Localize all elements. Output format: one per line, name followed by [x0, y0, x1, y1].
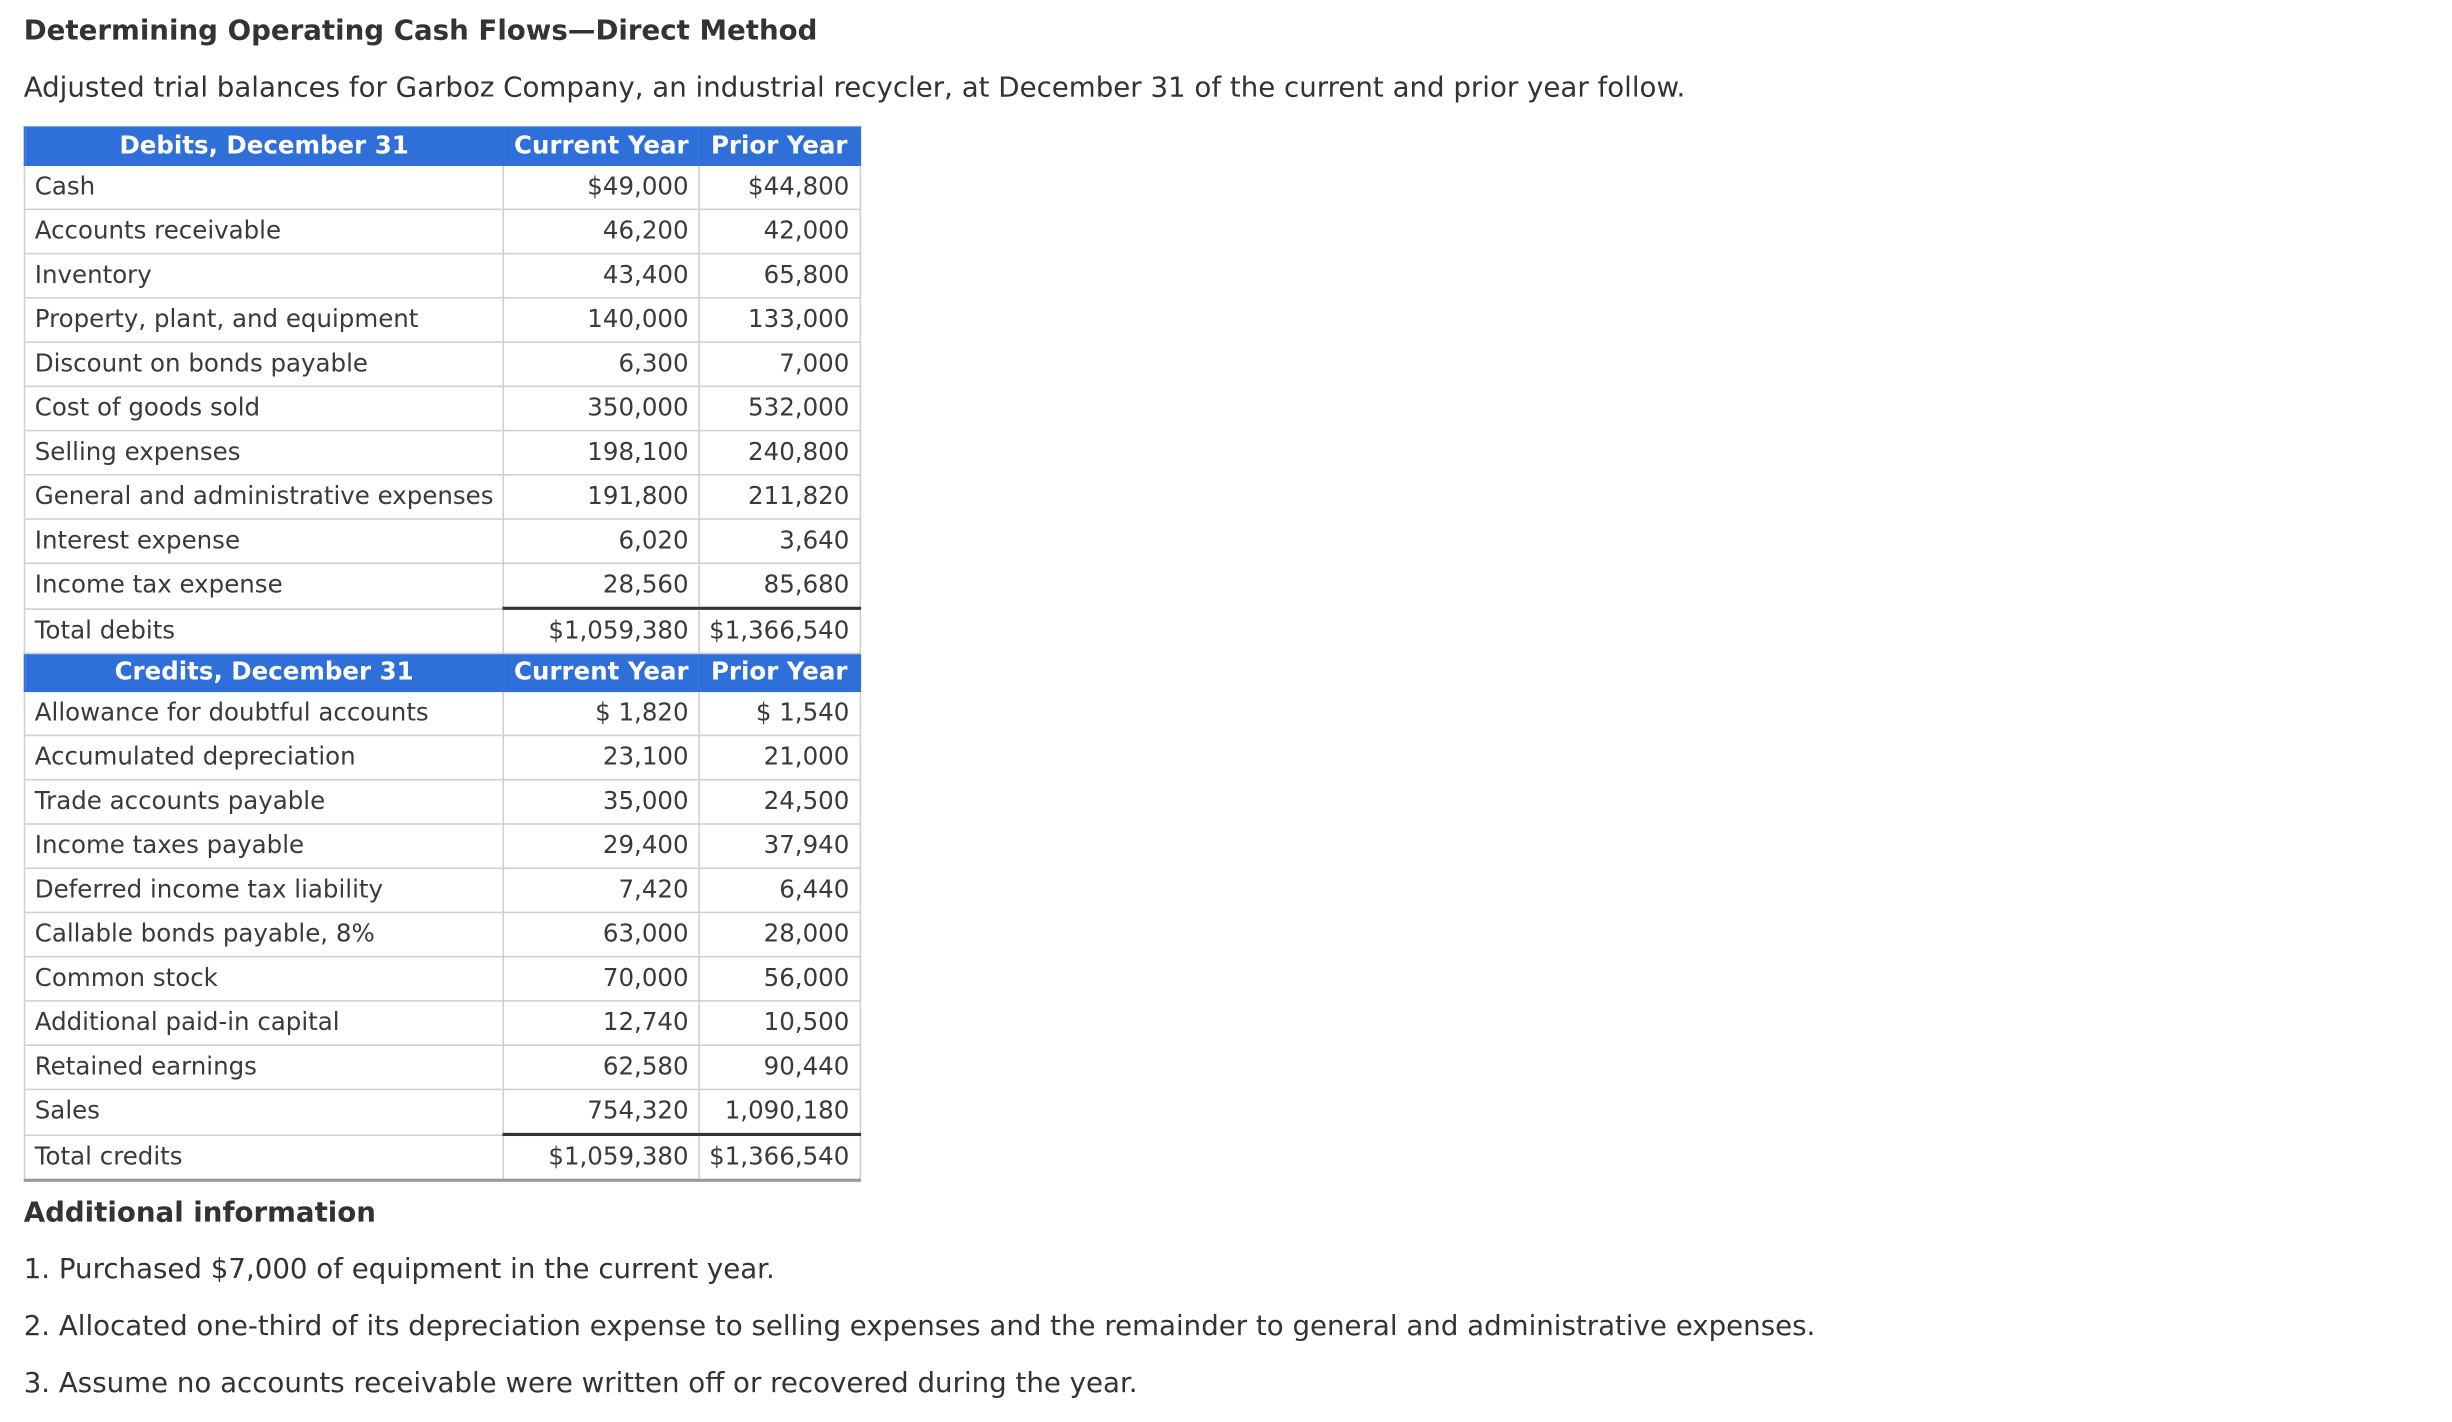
current-year-total: $1,059,380 [504, 1134, 699, 1180]
table-row [24, 1045, 859, 1089]
prior-year-value: 240,800 [699, 431, 860, 475]
credits-header-cell: Prior Year [699, 653, 860, 691]
credits-header-cell: Credits, December 31 [24, 653, 503, 691]
debits-header-cell: Debits, December 31 [24, 127, 503, 165]
credits-header-cell: Current Year [504, 653, 699, 691]
current-year-value: 70,000 [504, 957, 699, 1001]
prior-year-value: 24,500 [699, 780, 860, 824]
table-row [24, 254, 859, 298]
current-year-value: 350,000 [504, 386, 699, 430]
table-row [24, 1089, 859, 1134]
total-label: Total credits [24, 1134, 503, 1180]
page-title: Determining Operating Cash Flows—Direct Method [23, 15, 818, 48]
current-year-value: 46,200 [504, 209, 699, 253]
prior-year-value: 211,820 [699, 475, 860, 519]
table-row [24, 691, 859, 735]
account-name: Allowance for doubtful accounts [24, 691, 503, 735]
current-year-value: 29,400 [504, 824, 699, 868]
current-year-value: 7,420 [504, 868, 699, 912]
account-name: Selling expenses [24, 431, 503, 475]
prior-year-value: 10,500 [699, 1001, 860, 1045]
account-name: Income taxes payable [24, 824, 503, 868]
current-year-value: 23,100 [504, 735, 699, 779]
account-name: Accumulated depreciation [24, 735, 503, 779]
additional-info-title: Additional information [23, 1197, 376, 1230]
account-name: Common stock [24, 957, 503, 1001]
current-year-value: 191,800 [504, 475, 699, 519]
additional-info-item: 2. Allocated one-third of its depreciation expense to selling expenses and the remainder to general and administrative expenses. [23, 1311, 1816, 1343]
table-row [24, 431, 859, 475]
account-name: Retained earnings [24, 1045, 503, 1089]
prior-year-value: 37,940 [699, 824, 860, 868]
prior-year-value: 532,000 [699, 386, 860, 430]
account-name: Cash [24, 165, 503, 209]
prior-year-value: 1,090,180 [699, 1089, 860, 1134]
current-year-value: 140,000 [504, 298, 699, 342]
current-year-value: 43,400 [504, 254, 699, 298]
table-row [24, 165, 859, 209]
current-year-value: $49,000 [504, 165, 699, 209]
total-label: Total debits [24, 608, 503, 653]
table-row [24, 1001, 859, 1045]
prior-year-value: 65,800 [699, 254, 860, 298]
trial-balance-body [24, 127, 859, 1180]
current-year-value: 6,020 [504, 519, 699, 563]
table-row [24, 824, 859, 868]
debits-header-cell: Prior Year [699, 127, 860, 165]
table-row [24, 780, 859, 824]
current-year-value: 28,560 [504, 563, 699, 608]
account-name: Income tax expense [24, 563, 503, 608]
current-year-value: 198,100 [504, 431, 699, 475]
prior-year-value: 3,640 [699, 519, 860, 563]
intro-text: Adjusted trial balances for Garboz Company, an industrial recycler, at December 31 of the current and prior year follow. [23, 72, 1686, 105]
table-row [24, 868, 859, 912]
current-year-value: 12,740 [504, 1001, 699, 1045]
account-name: Accounts receivable [24, 209, 503, 253]
account-name: Discount on bonds payable [24, 342, 503, 386]
prior-year-total: $1,366,540 [699, 1134, 860, 1180]
current-year-value: 754,320 [504, 1089, 699, 1134]
trial-balance-table [24, 126, 861, 1181]
account-name: Sales [24, 1089, 503, 1134]
prior-year-value: $44,800 [699, 165, 860, 209]
current-year-value: 62,580 [504, 1045, 699, 1089]
prior-year-value: 133,000 [699, 298, 860, 342]
table-row [24, 563, 859, 608]
additional-info-item: 1. Purchased $7,000 of equipment in the current year. [23, 1254, 775, 1287]
prior-year-value: 90,440 [699, 1045, 860, 1089]
current-year-value: $ 1,820 [504, 691, 699, 735]
credits-total-row [24, 1134, 859, 1180]
account-name: General and administrative expenses [24, 475, 503, 519]
current-year-value: 6,300 [504, 342, 699, 386]
prior-year-value: 42,000 [699, 209, 860, 253]
table-row [24, 957, 859, 1001]
account-name: Callable bonds payable, 8% [24, 912, 503, 956]
table-row [24, 209, 859, 253]
account-name: Cost of goods sold [24, 386, 503, 430]
table-row [24, 735, 859, 779]
prior-year-value: 56,000 [699, 957, 860, 1001]
prior-year-value: 6,440 [699, 868, 860, 912]
account-name: Property, plant, and equipment [24, 298, 503, 342]
prior-year-total: $1,366,540 [699, 608, 860, 653]
table-row [24, 519, 859, 563]
prior-year-value: 85,680 [699, 563, 860, 608]
current-year-value: 35,000 [504, 780, 699, 824]
prior-year-value: 7,000 [699, 342, 860, 386]
account-name: Trade accounts payable [24, 780, 503, 824]
table-row [24, 912, 859, 956]
debits-header-cell: Current Year [504, 127, 699, 165]
table-row [24, 298, 859, 342]
prior-year-value: 21,000 [699, 735, 860, 779]
debits-total-row [24, 608, 859, 653]
table-row [24, 342, 859, 386]
account-name: Inventory [24, 254, 503, 298]
additional-info-item: 3. Assume no accounts receivable were written off or recovered during the year. [23, 1368, 1138, 1400]
prior-year-value: $ 1,540 [699, 691, 860, 735]
credits-header-row [24, 653, 859, 691]
table-row [24, 475, 859, 519]
table-row [24, 386, 859, 430]
account-name: Interest expense [24, 519, 503, 563]
account-name: Additional paid-in capital [24, 1001, 503, 1045]
current-year-value: 63,000 [504, 912, 699, 956]
debits-header-row [24, 127, 859, 165]
current-year-total: $1,059,380 [504, 608, 699, 653]
account-name: Deferred income tax liability [24, 868, 503, 912]
prior-year-value: 28,000 [699, 912, 860, 956]
